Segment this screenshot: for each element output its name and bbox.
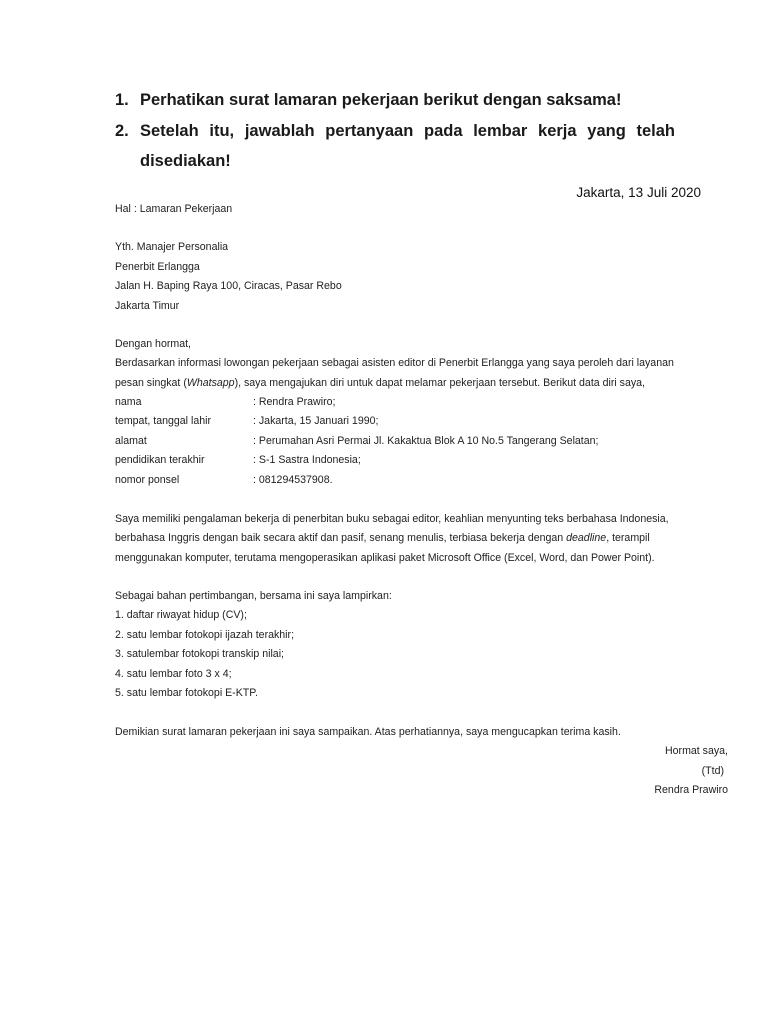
instruction-number: 2. — [115, 122, 129, 140]
data-value: : S-1 Sastra Indonesia; — [253, 454, 361, 466]
experience-text: , terampil — [606, 532, 650, 544]
attachment-item: 4. satu lembar foto 3 x 4; — [115, 668, 232, 680]
data-value: : 081294537908. — [253, 474, 333, 486]
recipient-line: Penerbit Erlangga — [115, 261, 200, 273]
intro-text: pesan singkat ( — [115, 377, 187, 389]
recipient-line: Jalan H. Baping Raya 100, Ciracas, Pasar Rebo — [115, 280, 342, 292]
experience-text: berbahasa Inggris dengan baik secara aktif dan pasif, senang menulis, terbiasa bekerja dengan — [115, 532, 567, 544]
letter-subject: Hal : Lamaran Pekerjaan — [115, 203, 233, 215]
attachment-item: 1. daftar riwayat hidup (CV); — [115, 609, 247, 621]
letter-date: Jakarta, 13 Juli 2020 — [576, 185, 701, 200]
experience-line-3: menggunakan komputer, terutama mengoperasikan aplikasi paket Microsoft Office (Excel, Word, dan Power Point). — [115, 552, 655, 564]
data-value: : Rendra Prawiro; — [253, 396, 336, 408]
attachment-item: 5. satu lembar fotokopi E-KTP. — [115, 687, 258, 699]
letter-greeting: Dengan hormat, — [115, 338, 191, 350]
recipient-line: Yth. Manajer Personalia — [115, 241, 229, 253]
closing-sentence: Demikian surat lamaran pekerjaan ini saya sampaikan. Atas perhatiannya, saya mengucapkan terima kasih. — [115, 726, 621, 738]
attachments-intro: Sebagai bahan pertimbangan, bersama ini saya lampirkan: — [115, 590, 392, 602]
signoff: Hormat saya, — [665, 745, 728, 757]
instruction-2 — [115, 116, 675, 176]
data-key: tempat, tanggal lahir — [115, 415, 211, 427]
instruction-text: Perhatikan surat lamaran pekerjaan berikut dengan saksama! — [140, 91, 622, 109]
instruction-text: Setelah itu, jawablah pertanyaan pada lembar kerja yang telah disediakan! — [140, 122, 675, 170]
intro-line-2 — [115, 377, 645, 389]
intro-line-1: Berdasarkan informasi lowongan pekerjaan sebagai asisten editor di Penerbit Erlangga yang saya peroleh dari layanan — [115, 357, 674, 369]
data-value: : Perumahan Asri Permai Jl. Kakaktua Blok A 10 No.5 Tangerang Selatan; — [253, 435, 599, 447]
experience-line-1: Saya memiliki pengalaman bekerja di penerbitan buku sebagai editor, keahlian menyunting teks berbahasa Indonesia, — [115, 513, 669, 525]
sender-name: Rendra Prawiro — [654, 784, 728, 796]
signature: (Ttd) — [701, 765, 724, 777]
instruction-1 — [115, 86, 675, 114]
attachment-item: 2. satu lembar fotokopi ijazah terakhir; — [115, 629, 295, 641]
data-key: nama — [115, 396, 142, 408]
intro-italic-text: Whatsapp — [186, 377, 235, 389]
recipient-line: Jakarta Timur — [115, 300, 180, 312]
intro-text: ), saya mengajukan diri untuk dapat melamar pekerjaan tersebut. Berikut data diri saya, — [234, 377, 645, 389]
experience-italic-text: deadline — [566, 532, 607, 544]
data-value: : Jakarta, 15 Januari 1990; — [253, 415, 379, 427]
experience-line-2 — [115, 532, 650, 544]
instruction-number: 1. — [115, 91, 129, 109]
data-key: nomor ponsel — [115, 474, 180, 486]
instructions — [115, 86, 675, 176]
attachment-item: 3. satulembar fotokopi transkip nilai; — [115, 648, 284, 660]
data-key: alamat — [115, 435, 147, 447]
data-key: pendidikan terakhir — [115, 454, 205, 466]
